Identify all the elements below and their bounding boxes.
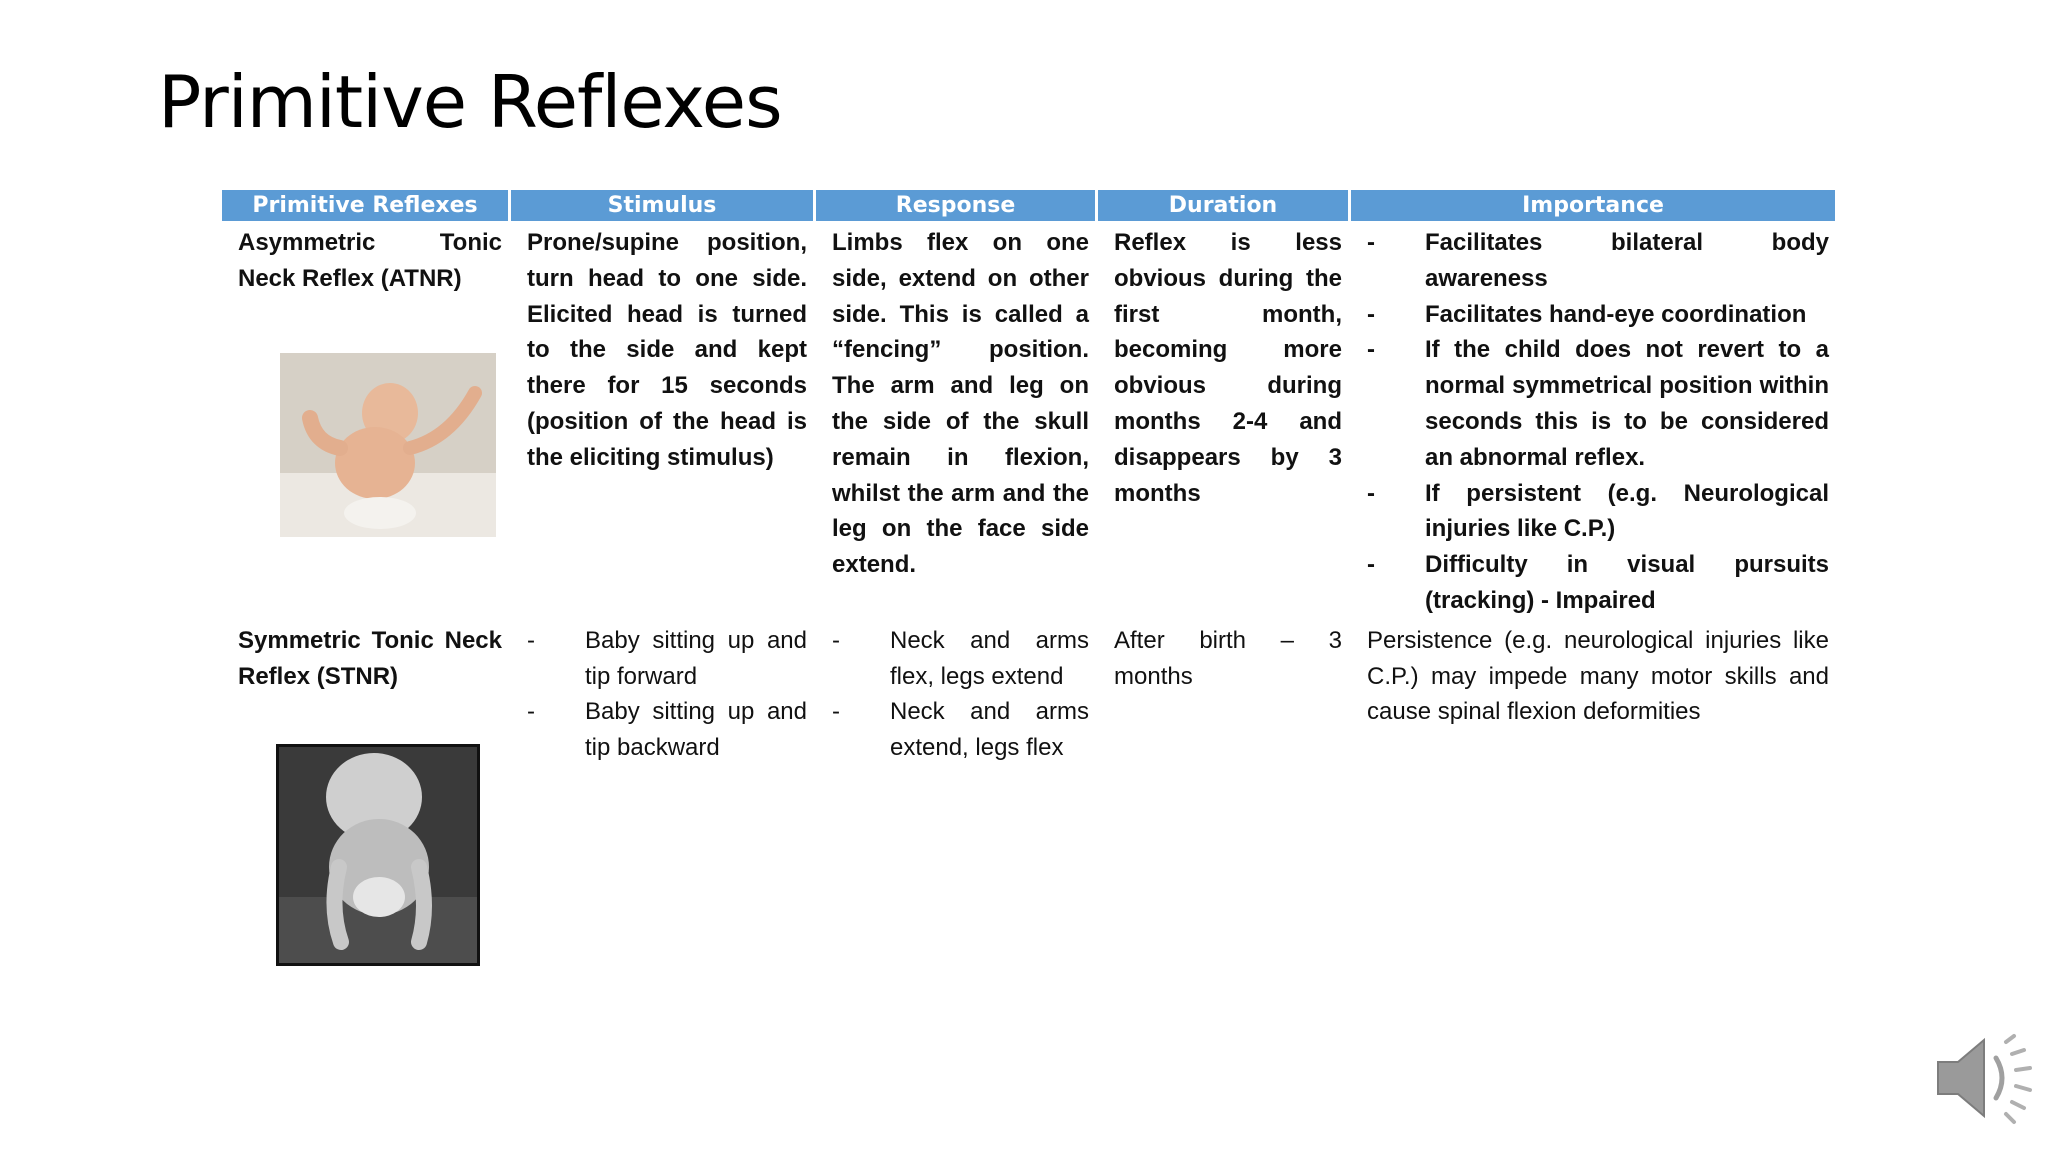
baby-sitting-image (279, 747, 477, 963)
cell-atnr-duration: Reflex is less obvious during the first month, becoming more obvious during months 2-4 and disappears by 3 months (1114, 229, 1342, 507)
cell-atnr-stimulus: Prone/supine position, turn head to one side. Elicited head is turned to the side and kept there for 15 seconds (position of the head is the eliciting stimulus) (527, 229, 807, 471)
list-item: - Difficulty in visual pursuits (tracking) - Impaired (1367, 547, 1829, 619)
reflex-name: Symmetric Tonic Neck Reflex (STNR) (238, 626, 502, 690)
list-item: - Baby sitting up and tip forward (527, 623, 807, 695)
header-primitive-reflexes: Primitive Reflexes (222, 190, 508, 221)
cell-stnr-name (222, 619, 508, 967)
slide-title: Primitive Reflexes (158, 60, 782, 144)
table-row-atnr (222, 221, 1835, 619)
cell-stnr-duration: After birth – 3 months (1114, 626, 1342, 690)
importance-list (1367, 225, 1829, 619)
response-list (832, 623, 1089, 766)
stimulus-list (527, 623, 807, 766)
reflex-name: Asymmetric Tonic Neck Reflex (ATNR) (238, 229, 502, 292)
cell-atnr-importance (1351, 221, 1835, 619)
stnr-baby-photo (276, 744, 480, 966)
list-item: - Baby sitting up and tip backward (527, 694, 807, 766)
header-response: Response (816, 190, 1095, 221)
reflex-table (219, 190, 1838, 966)
list-item: - If the child does not revert to a normal symmetrical position within seconds this is to be considered an abnormal reflex. (1367, 332, 1829, 475)
table-header-row (222, 190, 1835, 221)
speaker-icon[interactable] (1930, 1028, 2040, 1128)
cell-stnr-importance: Persistence (e.g. neurological injuries like C.P.) may impede many motor skills and cause spinal flexion deformities (1367, 626, 1829, 726)
cell-atnr-name (222, 221, 508, 619)
cell-stnr-response (816, 619, 1095, 967)
header-duration: Duration (1098, 190, 1348, 221)
header-importance: Importance (1351, 190, 1835, 221)
cell-stnr-stimulus (511, 619, 813, 967)
list-item: - Facilitates hand-eye coordination (1367, 297, 1829, 333)
atnr-baby-photo (280, 353, 496, 537)
list-item: - Facilitates bilateral body awareness (1367, 225, 1829, 297)
cell-atnr-response: Limbs flex on one side, extend on other side. This is called a “fencing” position. The arm and leg on the side of the skull remain in flexion, whilst the arm and the leg on the face side extend. (832, 229, 1089, 579)
header-stimulus: Stimulus (511, 190, 813, 221)
table-row-stnr (222, 619, 1835, 967)
list-item: - Neck and arms flex, legs extend (832, 623, 1089, 695)
list-item: - Neck and arms extend, legs flex (832, 694, 1089, 766)
list-item: - If persistent (e.g. Neurological injuries like C.P.) (1367, 476, 1829, 548)
baby-fencing-image (280, 353, 496, 537)
